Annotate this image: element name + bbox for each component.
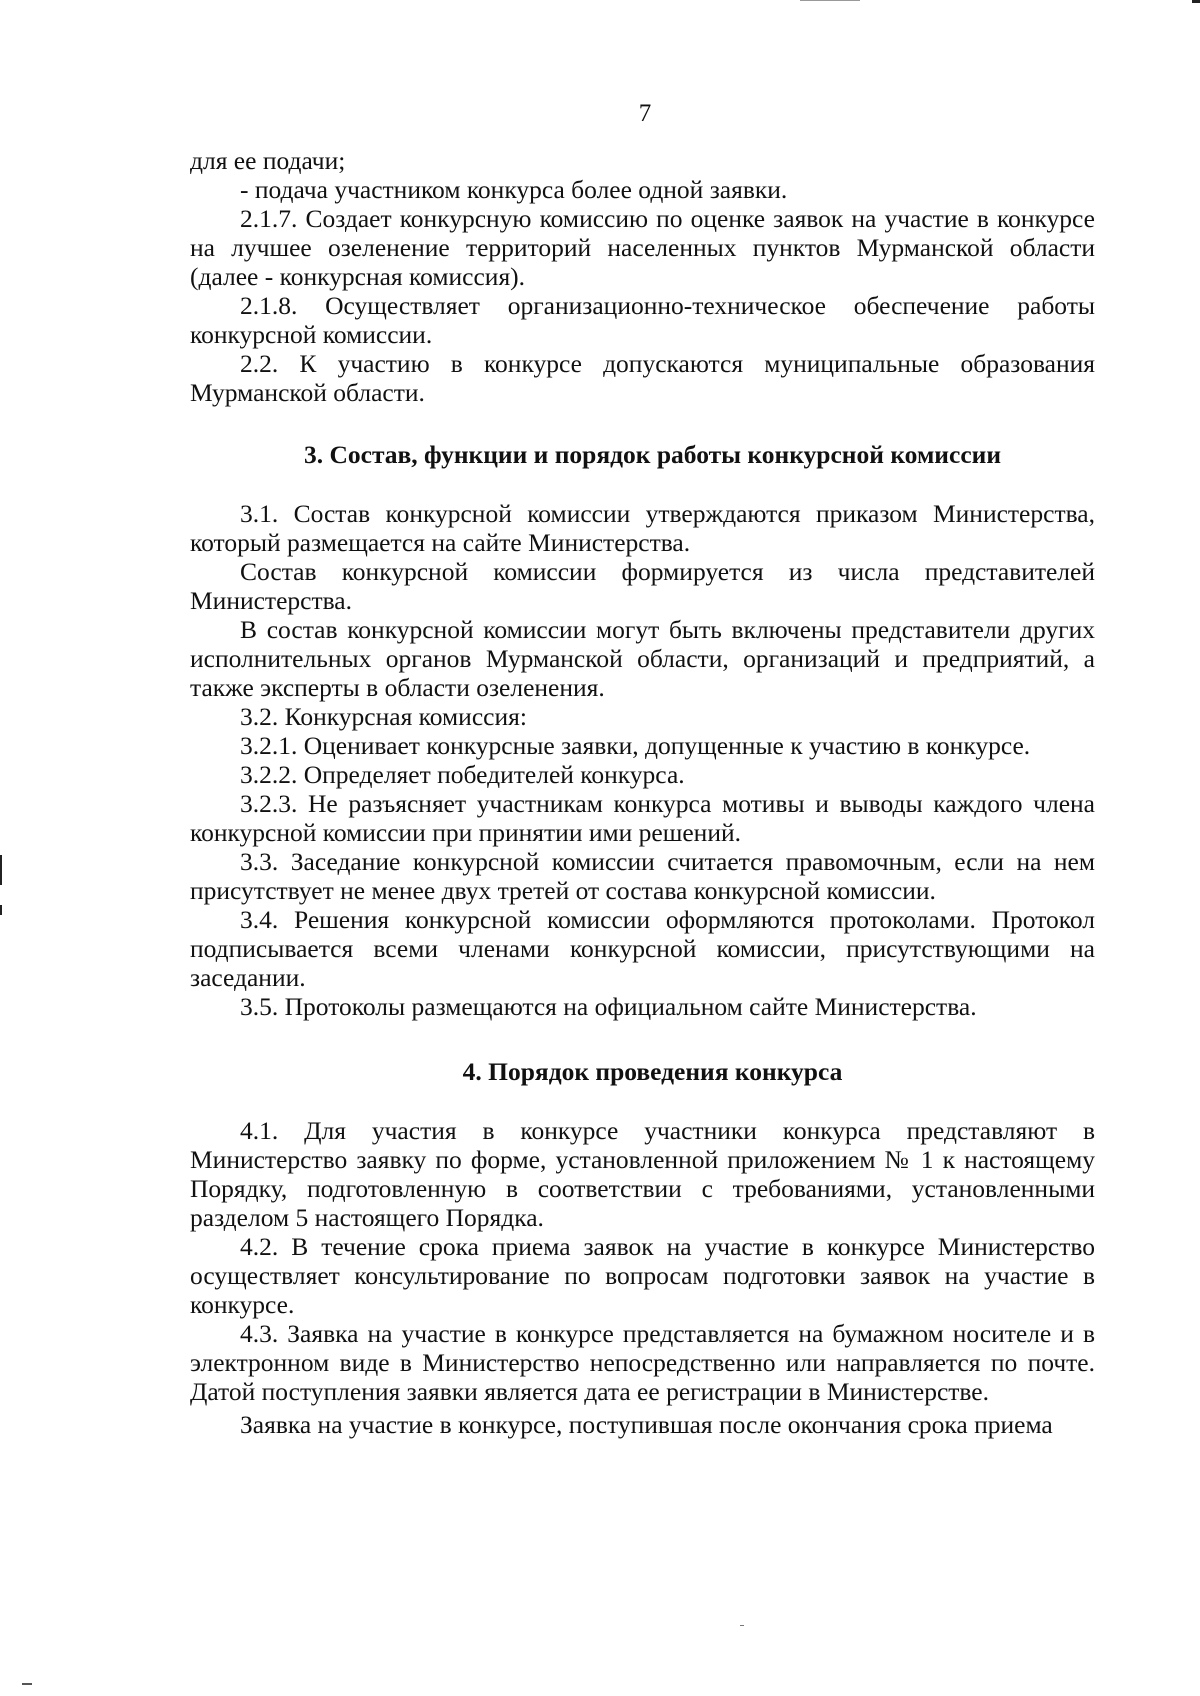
- paragraph: 2.2. К участию в конкурсе допускаются муниципальные образования Мурманской области.: [190, 349, 1095, 407]
- paragraph: 4.1. Для участия в конкурсе участники конкурса представляют в Министерство заявку по форме, установленной приложением № 1 к настоящему Порядку, подготовленную в соответствии с требованиями, установленными разделом 5 настоящего Порядка.: [190, 1116, 1095, 1232]
- scan-artifact: [22, 1683, 32, 1685]
- paragraph: В состав конкурсной комиссии могут быть включены представители других исполнительных органов Мурманской области, организаций и предприятий, а также эксперты в области озеленения.: [190, 615, 1095, 702]
- paragraph: 3.2.3. Не разъясняет участникам конкурса мотивы и выводы каждого члена конкурсной комиссии при принятии ими решений.: [190, 789, 1095, 847]
- scan-artifact: [0, 905, 2, 915]
- paragraph: 2.1.7. Создает конкурсную комиссию по оценке заявок на участие в конкурсе на лучшее озеленение территорий населенных пунктов Мурманской области (далее - конкурсная комиссия).: [190, 204, 1095, 291]
- paragraph: 3.4. Решения конкурсной комиссии оформляются протоколами. Протокол подписывается всеми членами конкурсной комиссии, присутствующими на заседании.: [190, 905, 1095, 992]
- scan-artifact: [740, 1625, 744, 1626]
- section-4-heading: 4. Порядок проведения конкурса: [462, 1057, 843, 1086]
- paragraph: 4.2. В течение срока приема заявок на участие в конкурсе Министерство осуществляет консультирование по вопросам подготовки заявок на участие в конкурсе.: [190, 1232, 1095, 1319]
- page-number: 7: [638, 100, 652, 127]
- paragraph: 3.2. Конкурсная комиссия:: [240, 702, 527, 731]
- section-3-heading: 3. Состав, функции и порядок работы конкурсной комиссии: [303, 440, 1002, 469]
- paragraph: 3.2.1. Оценивает конкурсные заявки, допущенные к участию в конкурсе.: [240, 731, 1031, 760]
- paragraph: 3.3. Заседание конкурсной комиссии считается правомочным, если на нем присутствует не менее двух третей от состава конкурсной комиссии.: [190, 847, 1095, 905]
- paragraph: 3.5. Протоколы размещаются на официальном сайте Министерства.: [240, 992, 977, 1021]
- paragraph: 3.2.2. Определяет победителей конкурса.: [240, 760, 685, 789]
- paragraph: для ее подачи;: [190, 146, 346, 175]
- paragraph: 2.1.8. Осуществляет организационно-техническое обеспечение работы конкурсной комиссии.: [190, 291, 1095, 349]
- scan-artifact: [0, 855, 2, 885]
- paragraph: 3.1. Состав конкурсной комиссии утверждаются приказом Министерства, который размещается на сайте Министерства.: [190, 499, 1095, 557]
- paragraph: 4.3. Заявка на участие в конкурсе представляется на бумажном носителе и в электронном виде в Министерство непосредственно или направляется по почте. Датой поступления заявки является дата ее регистрации в Министерстве.: [190, 1319, 1095, 1406]
- scan-artifact: [800, 0, 860, 1]
- paragraph: Заявка на участие в конкурсе, поступившая после окончания срока приема: [240, 1410, 1053, 1439]
- document-body: [190, 146, 1095, 1439]
- paragraph: Состав конкурсной комиссии формируется из числа представителей Министерства.: [190, 557, 1095, 615]
- paragraph: - подача участником конкурса более одной заявки.: [240, 175, 788, 204]
- scan-artifact: [1192, 0, 1200, 3]
